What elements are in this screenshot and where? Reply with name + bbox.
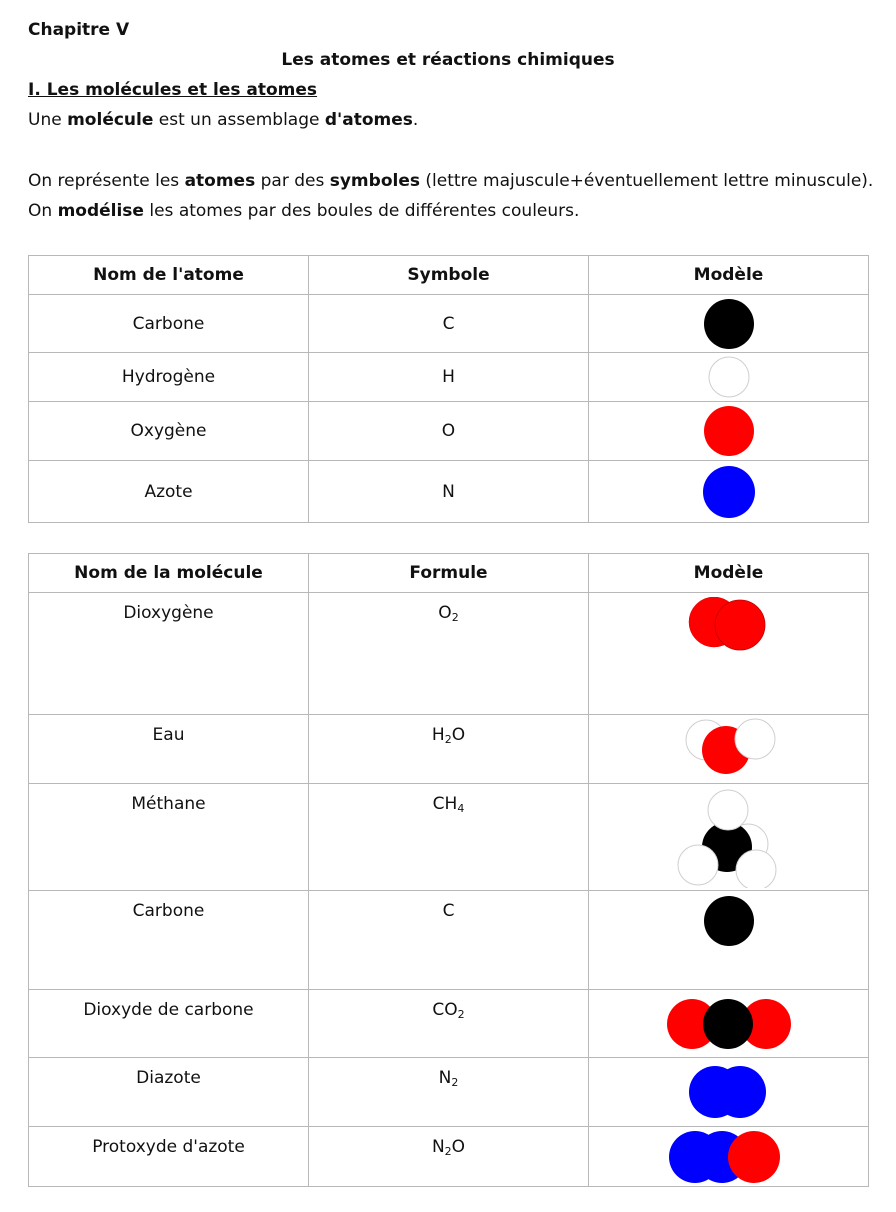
molecule-name: Protoxyde d'azote — [29, 1127, 309, 1187]
molecule-formula: $O_2$ — [309, 593, 589, 715]
atom-model — [589, 353, 869, 402]
methane-model — [674, 786, 784, 888]
molecule-model — [589, 990, 869, 1058]
table-row — [29, 990, 869, 1058]
hydrogen-model — [699, 354, 759, 400]
molecule-model — [589, 593, 869, 715]
atom-model — [589, 295, 869, 353]
nitrogen-ball — [714, 1066, 766, 1118]
molecule-model — [589, 784, 869, 891]
table-row — [29, 784, 869, 891]
hydrogen-ball — [708, 790, 748, 830]
molecule-model — [589, 891, 869, 990]
molecule-formula: C — [309, 891, 589, 990]
table-row — [29, 891, 869, 990]
carbon-model — [699, 297, 759, 351]
nitrogen-model — [699, 464, 759, 520]
molecule-name: Dioxygène — [29, 593, 309, 715]
molecule-formula: $CO_2$ — [309, 990, 589, 1058]
molecule-model — [589, 1058, 869, 1127]
dinitrogen-model — [679, 1063, 779, 1121]
atom-symbol: N — [309, 461, 589, 523]
oxygen-ball — [704, 406, 754, 456]
chapter-label: Chapitre V — [28, 20, 130, 40]
molecule-formula: $CH_4$ — [309, 784, 589, 891]
oxygen-ball — [728, 1131, 780, 1183]
atom-symbol: O — [309, 402, 589, 461]
header-model: Modèle — [589, 554, 869, 593]
hydrogen-ball — [735, 719, 775, 759]
molecule-name: Eau — [29, 715, 309, 784]
dioxygen-model — [679, 597, 779, 667]
table-row — [29, 461, 869, 523]
header-atom-name: Nom de l'atome — [29, 256, 309, 295]
hydrogen-ball — [709, 357, 749, 397]
oxygen-ball — [715, 600, 765, 650]
atom-name: Hydrogène — [29, 353, 309, 402]
carbon-ball — [704, 299, 754, 349]
molecule-model — [589, 715, 869, 784]
hydrogen-ball — [678, 845, 718, 885]
nitrous-oxide-model — [664, 1129, 794, 1185]
atoms-table — [28, 255, 869, 523]
molecule-formula: $H_2O$ — [309, 715, 589, 784]
carbon-ball — [703, 999, 753, 1049]
table-row — [29, 1058, 869, 1127]
molecule-name: Diazote — [29, 1058, 309, 1127]
atoms-table-header — [29, 256, 869, 295]
molecule-name: Méthane — [29, 784, 309, 891]
table-row — [29, 353, 869, 402]
molecules-table — [28, 553, 869, 1187]
atom-symbol: H — [309, 353, 589, 402]
atom-model — [589, 461, 869, 523]
section-heading: I. Les molécules et les atomes — [28, 80, 318, 100]
carbon-model — [699, 894, 759, 950]
header-model: Modèle — [589, 256, 869, 295]
intro-line-3: On modélise les atomes par des boules de différentes couleurs. — [28, 201, 580, 221]
atom-name: Azote — [29, 461, 309, 523]
atom-name: Carbone — [29, 295, 309, 353]
atom-name: Oxygène — [29, 402, 309, 461]
molecule-name: Carbone — [29, 891, 309, 990]
water-model — [679, 716, 779, 782]
atom-symbol: C — [309, 295, 589, 353]
header-molecule-name: Nom de la molécule — [29, 554, 309, 593]
intro-line-2: On représente les atomes par des symboles (lettre majuscule+éventuellement lettre minuscule). — [28, 171, 874, 191]
hydrogen-ball — [736, 850, 776, 888]
molecule-formula: $N_2O$ — [309, 1127, 589, 1187]
oxygen-model — [699, 404, 759, 458]
header-symbol: Symbole — [309, 256, 589, 295]
nitrogen-ball — [703, 466, 755, 518]
intro-line-1: Une molécule est un assemblage d'atomes. — [28, 110, 419, 130]
table-row — [29, 295, 869, 353]
table-row — [29, 402, 869, 461]
carbon-ball — [704, 896, 754, 946]
molecule-name: Dioxyde de carbone — [29, 990, 309, 1058]
carbon-dioxide-model — [664, 996, 794, 1052]
table-row — [29, 1127, 869, 1187]
page-title: Les atomes et réactions chimiques — [281, 50, 615, 70]
molecules-table-header — [29, 554, 869, 593]
table-row — [29, 715, 869, 784]
table-row — [29, 593, 869, 715]
molecule-model — [589, 1127, 869, 1187]
molecule-formula: $N_2$ — [309, 1058, 589, 1127]
atom-model — [589, 402, 869, 461]
header-formula: Formule — [309, 554, 589, 593]
